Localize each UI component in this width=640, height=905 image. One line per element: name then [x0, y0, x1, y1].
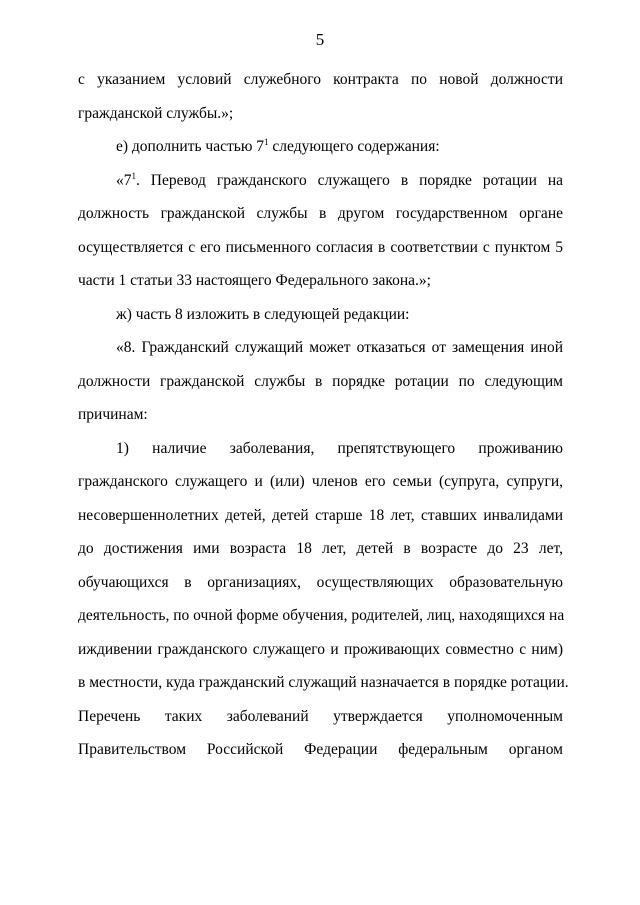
text-line — [78, 465, 563, 499]
line-text: должности гражданской службы в порядке ротации по следующим — [78, 372, 563, 390]
superscript: 1 — [131, 170, 136, 181]
line-text: в местности, куда гражданский служащий назначается в порядке ротации. — [78, 674, 569, 691]
text-line — [78, 532, 563, 566]
line-text: . Перевод гражданского служащего в порядке ротации на — [136, 171, 563, 189]
line-text: до достижения ими возраста 18 лет, детей в возрасте до 23 лет, — [78, 540, 563, 557]
text-line — [78, 331, 563, 365]
text-line — [78, 633, 563, 667]
line-text: иждивении гражданского служащего и проживающих совместно с ним) — [78, 640, 563, 658]
text-line — [78, 666, 569, 700]
page-number: 5 — [315, 30, 325, 49]
text-line — [78, 599, 563, 633]
line-text: «8. Гражданский служащий может отказаться от замещения иной — [116, 339, 563, 356]
line-text: несовершеннолетних детей, детей старше 18 лет, ставших инвалидами — [78, 506, 563, 524]
line-text: гражданской службы.»; — [78, 104, 234, 122]
text-line — [78, 733, 563, 767]
text-line — [78, 197, 563, 231]
line-text: е) дополнить частью 7 — [116, 138, 265, 155]
line-text: причинам: — [78, 406, 148, 423]
line-text: деятельность, по очной форме обучения, родителей, лиц, находящихся на — [78, 607, 565, 624]
text-line — [78, 298, 563, 332]
text-line — [78, 97, 563, 131]
text-line — [78, 231, 563, 265]
line-text: 1) наличие заболевания, препятствующего проживанию — [116, 439, 563, 457]
line-text: следующего содержания: — [268, 138, 440, 155]
line-text: «7 — [116, 171, 132, 189]
line-text: ж) часть 8 изложить в следующей редакции: — [116, 305, 410, 323]
document-body — [78, 63, 569, 767]
line-text: Перечень таких заболеваний утверждается уполномоченным — [78, 707, 563, 725]
superscript: 1 — [264, 137, 269, 147]
text-line — [78, 566, 563, 600]
text-line — [78, 264, 563, 298]
line-text: Правительством Российской Федерации федеральным органом — [78, 741, 563, 758]
text-line — [78, 130, 563, 164]
text-line — [78, 700, 563, 734]
text-line — [78, 499, 563, 533]
line-text: гражданского служащего и (или) членов его семьи (супруга, супруги, — [78, 473, 563, 490]
text-line — [78, 432, 563, 466]
text-line — [78, 398, 563, 432]
line-text: осуществляется с его письменного согласия в соответствии с пунктом 5 — [78, 238, 563, 256]
line-text: с указанием условий служебного контракта по новой должности — [78, 71, 563, 88]
line-text: части 1 статьи 33 настоящего Федерального закона.»; — [78, 272, 431, 289]
text-line — [78, 164, 563, 198]
text-line — [78, 365, 563, 399]
line-text: обучающихся в организациях, осуществляющих образовательную — [78, 573, 563, 591]
line-text: должность гражданской службы в другом государственном органе — [78, 205, 563, 222]
text-line — [78, 63, 563, 97]
